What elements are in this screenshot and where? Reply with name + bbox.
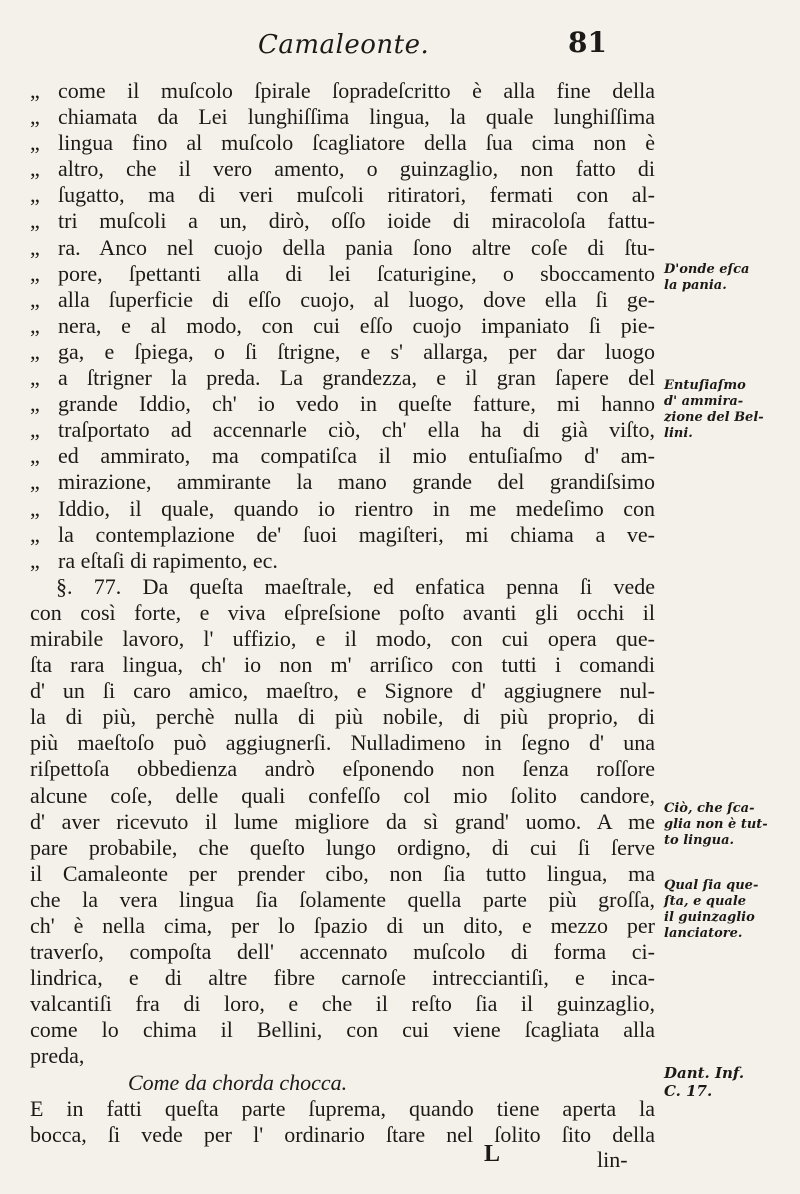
line-text: Come da chorda chocca. xyxy=(128,1069,348,1095)
text-line xyxy=(30,1017,655,1043)
line-text: come il muſcolo ſpirale ſopradeſcritto è alla fine della xyxy=(58,78,655,103)
quote-mark: „ xyxy=(30,391,40,417)
line-text: tri muſcoli a un, dirò, oſſo ioide di miracoloſa fattu- xyxy=(58,208,655,234)
quote-mark: „ xyxy=(30,495,40,521)
quote-mark: „ xyxy=(30,234,40,260)
quote-mark: „ xyxy=(30,443,40,469)
text-line xyxy=(30,913,655,939)
quote-mark: „ xyxy=(30,547,40,573)
quote-mark: „ xyxy=(30,365,40,391)
signature-mark: L xyxy=(484,1141,501,1167)
line-text: la contemplazione de' ſuoi magiſteri, mi chiama a ve- xyxy=(58,521,655,547)
margin-note-line: lanciatore. xyxy=(664,926,743,941)
running-title: Camaleonte. xyxy=(258,30,430,60)
margin-note-line: D'onde eſca xyxy=(664,262,750,277)
line-text: alla ſuperficie di eſſo cuojo, al luogo, dove ella ſi ge- xyxy=(58,286,655,312)
margin-note-line: Qual ſia que- xyxy=(664,878,759,893)
margin-note-line: zione del Bel- xyxy=(664,410,764,425)
line-text: preda, xyxy=(30,1043,85,1069)
margin-note-line: Ciò, che ſca- xyxy=(664,801,755,816)
margin-note-line: d' ammira- xyxy=(664,394,744,409)
text-line xyxy=(30,1043,655,1069)
text-line xyxy=(30,652,655,678)
margin-note-line: la pania. xyxy=(664,278,727,293)
text-line xyxy=(30,522,655,548)
text-line xyxy=(30,835,655,861)
text-line xyxy=(30,235,655,261)
margin-note-line: ſta, e quale xyxy=(664,894,747,909)
line-text: grande Iddio, ch' io vedo in queſte fatture, mi hanno xyxy=(58,391,655,417)
line-text: nera, e al modo, con cui eſſo cuojo impaniato ſi pie- xyxy=(58,312,655,338)
line-text: ch' è nella cima, per lo ſpazio di un dito, e mezzo per xyxy=(30,913,655,938)
quote-mark: „ xyxy=(30,208,40,234)
text-line xyxy=(30,1096,655,1122)
line-text: pare probabile, che queſto lungo ordigno, di cui ſi ſerve xyxy=(30,834,655,860)
line-text: a ſtrigner la preda. La grandezza, e il gran ſapere del xyxy=(58,365,655,391)
verse-quotation xyxy=(30,1070,655,1096)
line-text: riſpettoſa obbedienza andrò eſponendo non ſenza roſſore xyxy=(30,756,655,782)
line-text: valcantiſi fra di loro, e che il reſto ſia il guinzaglio, xyxy=(30,991,655,1017)
text-line xyxy=(30,182,655,208)
line-text: ſugatto, ma di veri muſcoli ritiratori, fermati con al- xyxy=(58,182,655,208)
line-text: come lo chima il Bellini, con cui viene ſcagliata alla xyxy=(30,1017,655,1043)
text-line xyxy=(30,391,655,417)
margin-note-line: Entuſiaſmo xyxy=(664,378,746,393)
text-line xyxy=(30,365,655,391)
text-line xyxy=(30,130,655,156)
text-line xyxy=(30,417,655,443)
margin-note-line: C. 17. xyxy=(664,1082,713,1100)
line-text: con così forte, e viva eſpreſsione poſto avanti gli occhi il xyxy=(30,599,655,625)
line-text: lingua fino al muſcolo ſcagliatore della ſua cima non è xyxy=(58,130,655,156)
line-text: ſta rara lingua, ch' io non m' arriſico con tutti i comandi xyxy=(30,652,655,678)
section-line xyxy=(30,574,655,600)
line-text: ra eſtaſi di rapimento, ec. xyxy=(58,547,278,573)
quote-mark: „ xyxy=(30,338,40,364)
text-line xyxy=(30,678,655,704)
line-text: chiamata da Lei lunghiſſima lingua, la quale lunghiſſima xyxy=(58,104,655,130)
text-line xyxy=(30,496,655,522)
margin-note xyxy=(664,262,794,294)
text-line xyxy=(30,156,655,182)
text-line xyxy=(30,261,655,287)
text-line xyxy=(30,1122,655,1148)
margin-note-line: Dant. Inf. xyxy=(664,1064,745,1082)
line-text: mirazione, ammirante la mano grande del grandiſsimo xyxy=(58,469,655,495)
text-line xyxy=(30,339,655,365)
text-line xyxy=(30,78,655,104)
body-text xyxy=(30,78,655,1148)
line-text: Iddio, il quale, quando io rientro in me medeſimo con xyxy=(58,495,655,521)
text-line xyxy=(30,809,655,835)
text-line xyxy=(30,704,655,730)
line-text: ra. Anco nel cuojo della pania ſono altre coſe di ſtu- xyxy=(58,234,655,260)
margin-note xyxy=(664,1064,794,1100)
quote-mark: „ xyxy=(30,182,40,208)
text-line xyxy=(30,548,655,574)
margin-note-line: glia non è tut- xyxy=(664,817,768,832)
margin-note-line: to lingua. xyxy=(664,833,735,848)
text-line xyxy=(30,469,655,495)
quote-mark: „ xyxy=(30,260,40,286)
page-number: 81 xyxy=(568,26,607,59)
margin-note xyxy=(664,801,794,849)
line-text: d' aver ricevuto il lume migliore da sì grand' uomo. A me xyxy=(30,808,655,834)
text-line xyxy=(30,443,655,469)
quote-mark: „ xyxy=(30,156,40,182)
line-text: alcune coſe, delle quali confeſſo col mio ſolito candore, xyxy=(30,782,655,808)
line-text: lindrica, e di altre fibre carnoſe intrecciantiſi, e inca- xyxy=(30,965,655,991)
text-line xyxy=(30,730,655,756)
quote-mark: „ xyxy=(30,312,40,338)
quote-mark: „ xyxy=(30,521,40,547)
line-text: il Camaleonte per prender cibo, non ſia tutto lingua, ma xyxy=(30,860,655,886)
text-line xyxy=(30,991,655,1017)
line-text: traſportato ad accennarle ciò, ch' ella ha di già viſto, xyxy=(58,417,655,443)
line-text: §. 77. Da queſta maeſtrale, ed enfatica penna ſi vede xyxy=(56,573,655,599)
catchword: lin- xyxy=(597,1147,628,1172)
text-line xyxy=(30,626,655,652)
line-text: la di più, perchè nulla di più nobile, di più proprio, di xyxy=(30,704,655,730)
text-line xyxy=(30,861,655,887)
line-text: più maeſtoſo può aggiugnerſi. Nulladimeno in ſegno d' una xyxy=(30,730,655,756)
text-line xyxy=(30,600,655,626)
line-text: pore, ſpettanti alla di lei ſcaturigine, o sboccamento xyxy=(58,260,655,286)
text-line xyxy=(30,208,655,234)
text-line xyxy=(30,887,655,913)
margin-note-line: il guinzaglio xyxy=(664,910,755,925)
text-line xyxy=(30,313,655,339)
line-text: d' un ſi caro amico, maeſtro, e Signore d' aggiugnere nul- xyxy=(30,678,655,704)
text-line xyxy=(30,104,655,130)
line-text: ed ammirato, ma compatiſca il mio entuſiaſmo d' am- xyxy=(58,443,655,469)
quote-mark: „ xyxy=(30,104,40,130)
quote-mark: „ xyxy=(30,286,40,312)
quote-mark: „ xyxy=(30,78,40,103)
margin-note xyxy=(664,378,794,442)
margin-note xyxy=(664,878,794,942)
quote-mark: „ xyxy=(30,130,40,156)
margin-note-line: lini. xyxy=(664,426,693,441)
line-text: altro, che il vero amento, o guinzaglio, non fatto di xyxy=(58,156,655,182)
text-line xyxy=(30,939,655,965)
line-text: mirabile lavoro, l' uffizio, e il modo, con cui opera que- xyxy=(30,625,655,651)
line-text: che la vera lingua ſia ſolamente quella parte più groſſa, xyxy=(30,886,655,912)
text-line xyxy=(30,287,655,313)
quote-mark: „ xyxy=(30,469,40,495)
line-text: ga, e ſpiega, o ſi ſtrigne, e s' allarga, per dar luogo xyxy=(58,338,655,364)
line-text: E in fatti queſta parte ſuprema, quando tiene aperta la xyxy=(30,1095,655,1121)
text-line xyxy=(30,756,655,782)
line-text: bocca, ſi vede per l' ordinario ſtare nel ſolito ſito della xyxy=(30,1121,655,1147)
text-line xyxy=(30,965,655,991)
text-line xyxy=(30,783,655,809)
line-text: traverſo, compoſta dell' accennato muſcolo di forma ci- xyxy=(30,939,655,965)
quote-mark: „ xyxy=(30,417,40,443)
